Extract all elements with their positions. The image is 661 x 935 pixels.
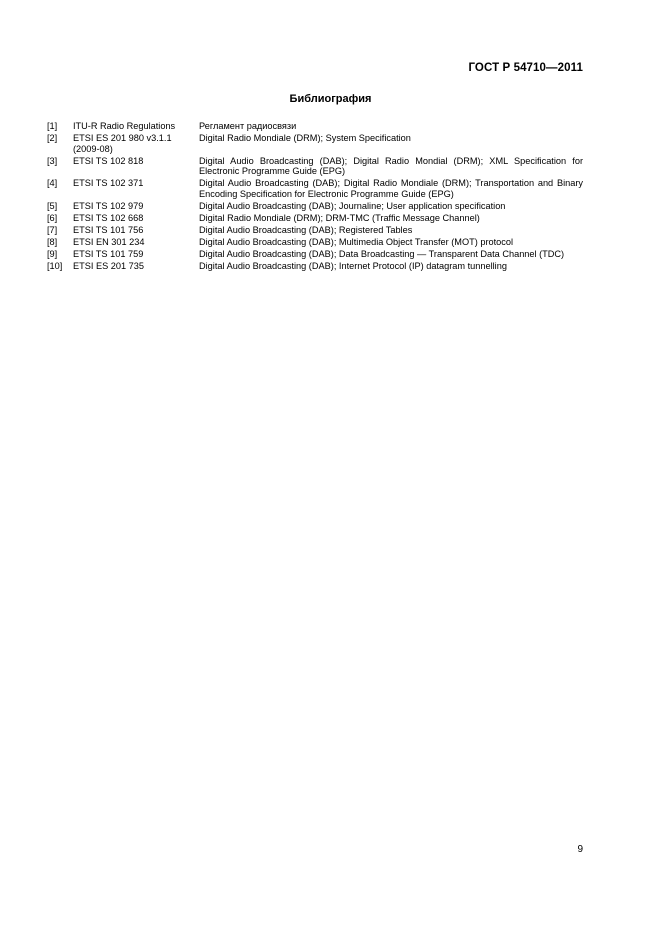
bibliography-entry (47, 225, 583, 236)
entry-number: [5] (47, 200, 58, 211)
page-number: 9 (577, 844, 583, 855)
entry-title: Digital Radio Mondiale (DRM); DRM-TMC (Traffic Message Channel) (199, 212, 480, 223)
entry-code: ETSI TS 102 668 (73, 212, 144, 223)
entry-title: Digital Audio Broadcasting (DAB); Registered Tables (199, 224, 413, 235)
entry-title: Digital Audio Broadcasting (DAB); Journaline; User application specification (199, 200, 506, 211)
bibliography-entry (47, 261, 583, 272)
entry-title: Digital Audio Broadcasting (DAB); Internet Protocol (IP) datagram tunnelling (199, 260, 507, 271)
bibliography-entry (47, 133, 583, 154)
bibliography-entry (47, 121, 583, 132)
entry-number: [1] (47, 121, 58, 131)
entry-code: ITU-R Radio Regulations (73, 121, 176, 131)
entry-title: Digital Radio Mondiale (DRM); System Specification (199, 133, 411, 143)
entry-code: ETSI TS 102 371 (73, 178, 144, 188)
entry-number: [3] (47, 155, 58, 166)
entry-title: Digital Audio Broadcasting (DAB); Digital Radio Mondiale (DRM); Transportation and Binary Encoding Specification for Electronic Programme Guide (EPG) (199, 178, 583, 199)
entry-code: ETSI TS 101 759 (73, 248, 144, 259)
bibliography-entry (47, 213, 583, 224)
entry-code: ETSI TS 102 979 (73, 200, 144, 211)
entry-title: Digital Audio Broadcasting (DAB); Multimedia Object Transfer (MOT) protocol (199, 236, 514, 247)
bibliography-entry (47, 249, 583, 260)
entry-title: Digital Audio Broadcasting (DAB); Digital Radio Mondial (DRM); XML Specification for Electronic Programme Guide (EPG) (199, 155, 583, 176)
entry-number: [7] (47, 224, 58, 235)
entry-code: ETSI ES 201 980 v3.1.1 (2009-08) (73, 133, 172, 154)
bibliography-entry (47, 237, 583, 248)
bibliography-entry (47, 156, 583, 177)
entry-number: [8] (47, 236, 58, 247)
entry-code: ETSI TS 101 756 (73, 224, 144, 235)
bibliography-entry (47, 201, 583, 212)
entry-code: ETSI TS 102 818 (73, 155, 144, 166)
standard-code: ГОСТ Р 54710—2011 (468, 62, 583, 74)
entry-number: [6] (47, 212, 58, 223)
entry-code: ETSI EN 301 234 (73, 236, 145, 247)
entry-number: [9] (47, 248, 58, 259)
entry-number: [10] (47, 260, 63, 271)
section-title: Библиография (289, 93, 372, 105)
entry-title: Регламент радиосвязи (199, 121, 297, 131)
entry-code: ETSI ES 201 735 (73, 260, 144, 271)
bibliography-entry (47, 178, 583, 199)
entry-number: [4] (47, 178, 58, 188)
entry-title: Digital Audio Broadcasting (DAB); Data Broadcasting — Transparent Data Channel (TDC) (199, 248, 565, 259)
bibliography-list (47, 121, 583, 273)
entry-number: [2] (47, 133, 58, 143)
